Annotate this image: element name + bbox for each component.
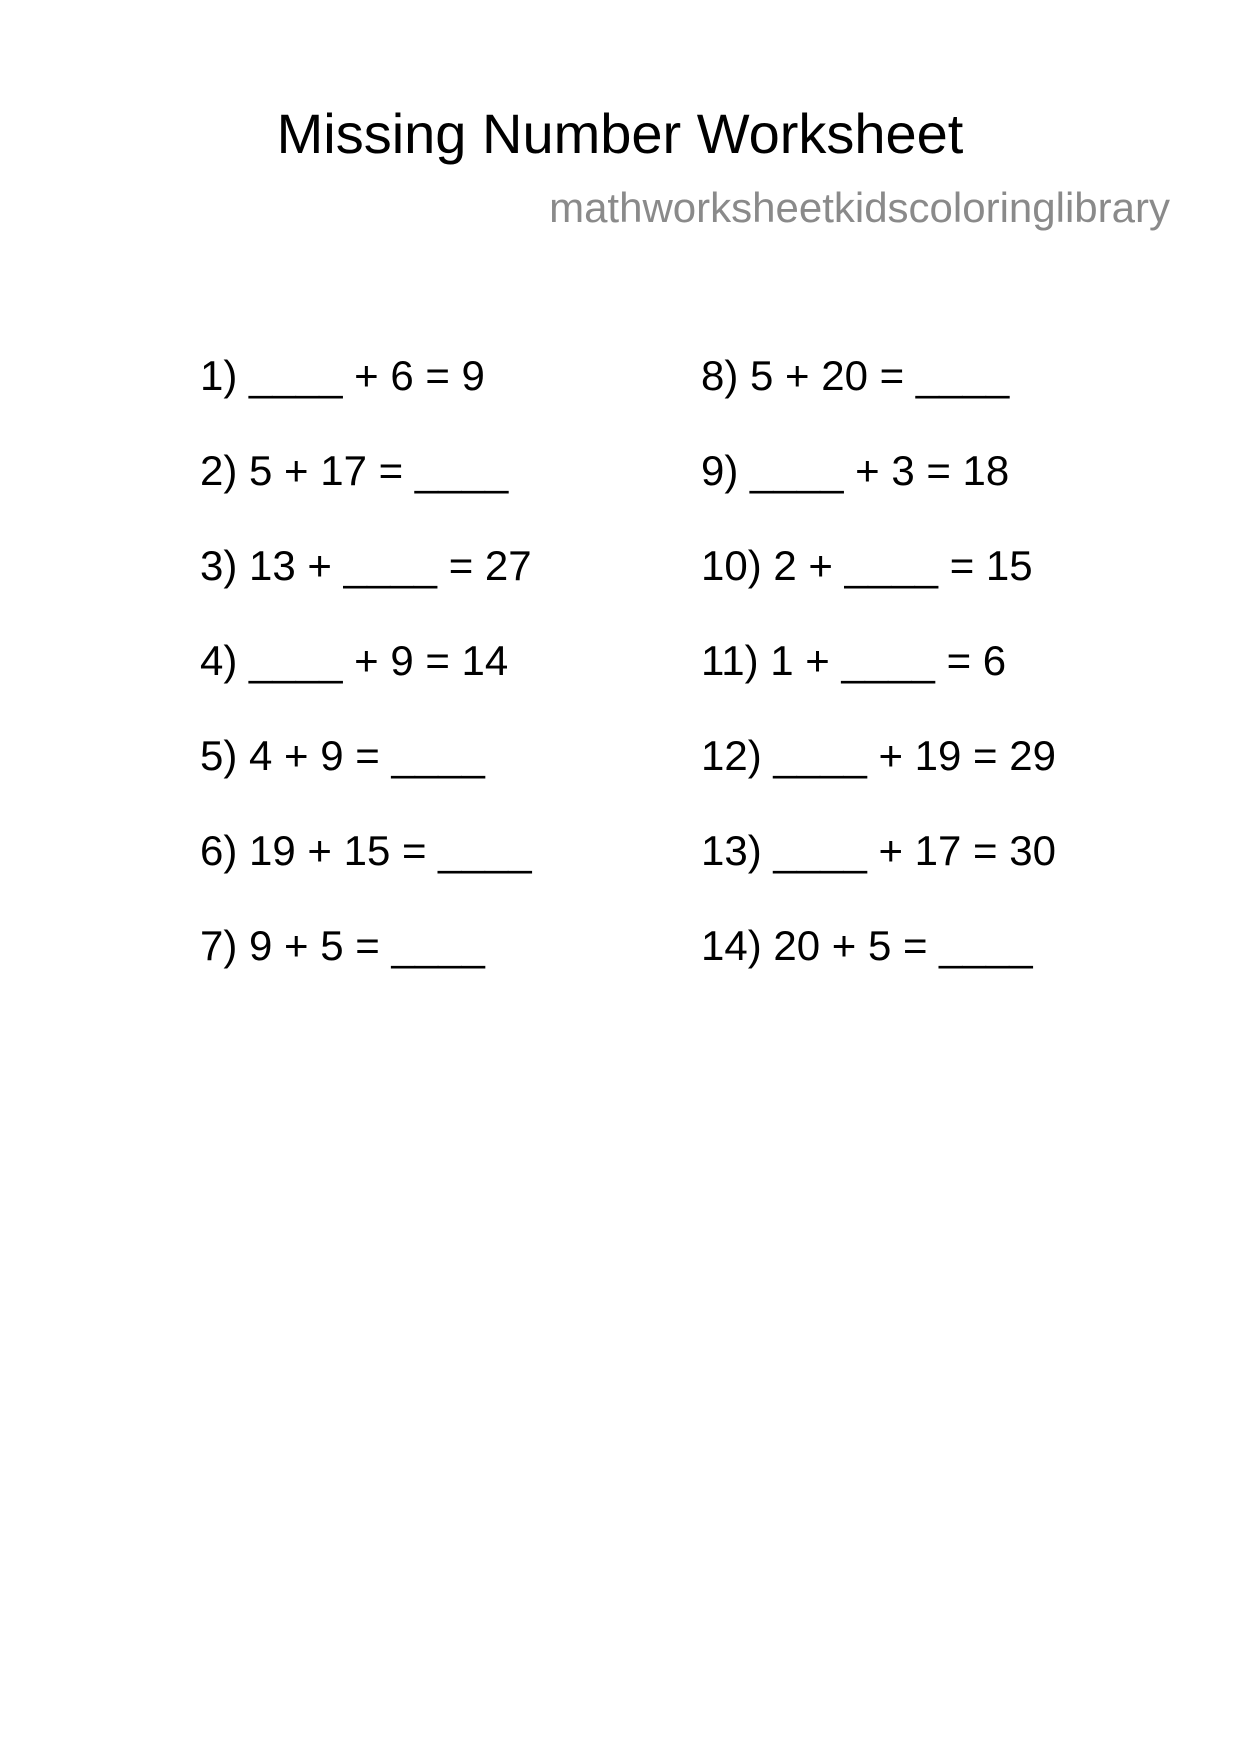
problem-13: 13) ____ + 17 = 30: [701, 827, 1056, 874]
problem-4: 4) ____ + 9 = 14: [200, 637, 509, 684]
problem-5: 5) 4 + 9 = ____: [200, 732, 485, 779]
worksheet-title: Missing Number Worksheet: [276, 102, 964, 165]
problem-6: 6) 19 + 15 = ____: [200, 827, 532, 874]
problem-2: 2) 5 + 17 = ____: [200, 447, 509, 494]
problem-10: 10) 2 + ____ = 15: [701, 542, 1033, 589]
problem-8: 8) 5 + 20 = ____: [701, 352, 1010, 399]
problem-7: 7) 9 + 5 = ____: [200, 922, 485, 969]
problem-14: 14) 20 + 5 = ____: [701, 922, 1033, 969]
worksheet-subtitle: mathworksheetkidscoloringlibrary: [549, 184, 1170, 231]
problem-3: 3) 13 + ____ = 27: [200, 542, 532, 589]
problem-12: 12) ____ + 19 = 29: [701, 732, 1056, 779]
problem-11: 11) 1 + ____ = 6: [701, 637, 1007, 684]
problem-9: 9) ____ + 3 = 18: [701, 447, 1010, 494]
problem-1: 1) ____ + 6 = 9: [200, 352, 485, 399]
